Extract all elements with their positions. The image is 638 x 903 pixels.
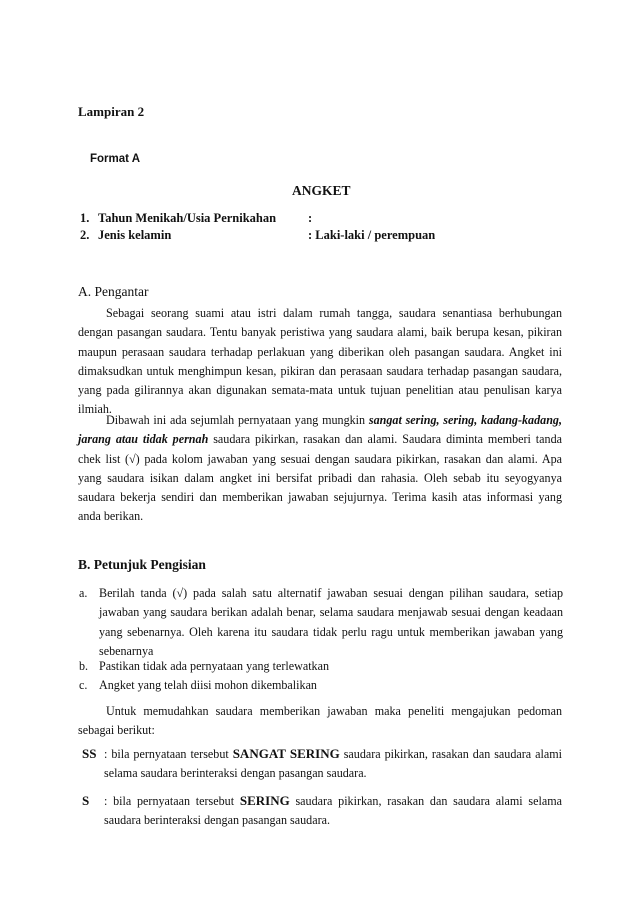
instruction-marker: c. bbox=[79, 678, 88, 692]
instruction-marker: b. bbox=[79, 659, 89, 673]
instruction-item bbox=[79, 584, 563, 664]
scale-description-end: saudara pikirkan, rasakan dan saudara alami selama saudara berinteraksi dengan pasangan saudara. bbox=[104, 747, 562, 781]
intro-paragraph-2 bbox=[78, 411, 562, 527]
instruction-text: Berilah tanda (√) pada salah satu alternatif jawaban sesuai dengan pilihan saudara, setiap jawaban yang saudara berikan adalah benar, selama saudara menjawab sesuai dengan keadaan yang sebenarnya. Oleh karena itu saudara tidak perlu ragu untuk memberikan jawaban yang sebenarnya bbox=[99, 586, 563, 658]
instruction-text: Angket yang telah diisi mohon dikembalikan bbox=[99, 678, 317, 692]
intro-paragraph-2-start: Dibawah ini ada sejumlah pernyataan yang mungkin bbox=[106, 413, 369, 427]
instruction-marker: a. bbox=[79, 586, 88, 600]
scale-code: SS bbox=[82, 746, 97, 761]
identity-number: 2. bbox=[80, 228, 90, 242]
identity-value: : bbox=[308, 211, 313, 225]
identity-label: Tahun Menikah/Usia Pernikahan bbox=[98, 211, 277, 225]
scale-description-start: : bila pernyataan tersebut bbox=[104, 794, 240, 808]
scale-code: S bbox=[82, 793, 90, 808]
section-b-heading: B. Petunjuk Pengisian bbox=[78, 557, 206, 572]
identity-number: 1. bbox=[80, 211, 90, 225]
scale-keyword: SANGAT SERING bbox=[232, 746, 340, 761]
identity-label: Jenis kelamin bbox=[98, 228, 172, 242]
scale-item-ss bbox=[82, 744, 562, 784]
scale-description-end: saudara pikirkan, rasakan dan saudara alami selama saudara berinteraksi dengan pasangan saudara. bbox=[104, 794, 562, 828]
page-title: ANGKET bbox=[292, 183, 351, 198]
scale-description bbox=[104, 791, 562, 831]
section-a-heading: A. Pengantar bbox=[78, 284, 149, 299]
instruction-item bbox=[79, 676, 563, 696]
instruction-item bbox=[79, 657, 563, 677]
intro-paragraph-1: Sebagai seorang suami atau istri dalam rumah tangga, saudara senantiasa berhubungan dengan pasangan saudara. Tentu banyak peristiwa yang saudara alami, baik berupa kesan, pikiran maupun perasaan saudara terhadap perlakuan yang diberikan oleh pasangan saudara. Angket ini dimaksudkan untuk menghimpun kesan, pikiran dan perasaan saudara terhadap pasangan saudara, yang pada gilirannya akan digunakan semata-mata untuk tujuan penelitian atau penulisan karya ilmiah. bbox=[78, 306, 562, 417]
instruction-text: Pastikan tidak ada pernyataan yang terlewatkan bbox=[99, 659, 330, 673]
identity-value: : Laki-laki / perempuan bbox=[308, 228, 436, 242]
scale-description-start: : bila pernyataan tersebut bbox=[104, 747, 233, 761]
frequency-options-emphasis: sangat sering, sering, kadang-kadang, jarang atau tidak pernah bbox=[78, 413, 562, 447]
scale-item-s bbox=[82, 791, 562, 831]
scale-description bbox=[104, 744, 562, 784]
format-label: Format A bbox=[90, 153, 141, 165]
guide-intro-paragraph: Untuk memudahkan saudara memberikan jawaban maka peneliti mengajukan pedoman sebagai berikut: bbox=[78, 704, 562, 738]
intro-paragraph-2-end: saudara pikirkan, rasakan dan alami. Saudara diminta memberi tanda chek list (√) pada kolom jawaban yang sesuai dengan saudara pikirkan, rasakan dan alami. Apa yang saudara isikan dalam angket ini bersifat pribadi dan rahasia. Oleh sebab itu seyogyanya saudara bekerja sendiri dan memberikan jawaban sejujurnya. Terima kasih atas informasi yang anda berikan. bbox=[78, 432, 562, 524]
scale-keyword: SERING bbox=[239, 793, 290, 808]
appendix-label: Lampiran 2 bbox=[78, 104, 145, 119]
